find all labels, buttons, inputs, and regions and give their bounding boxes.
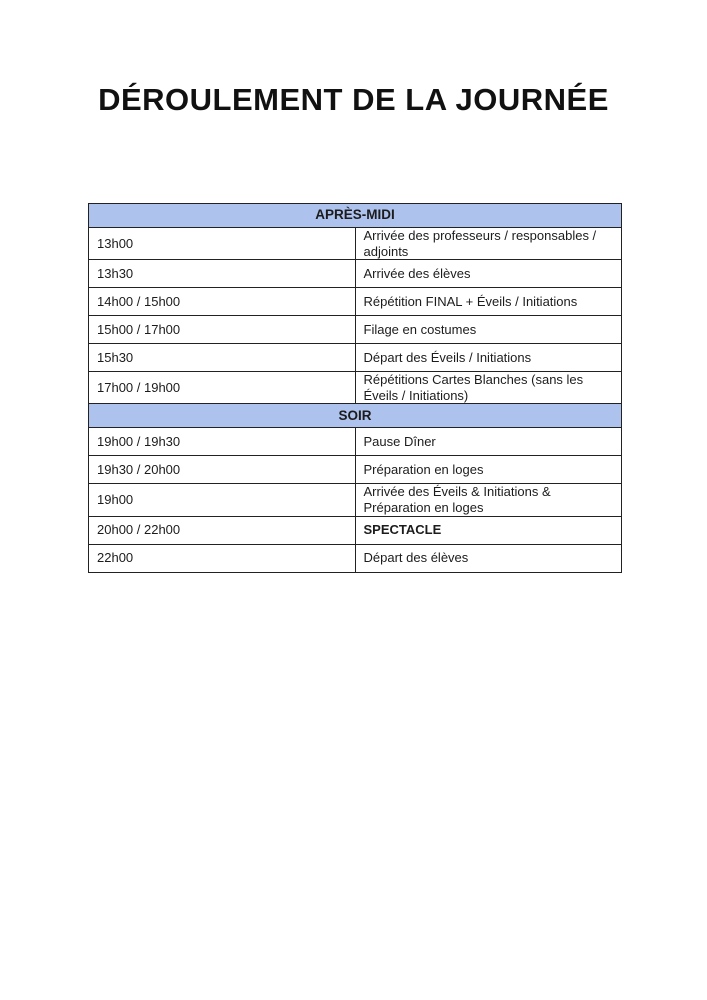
activity-cell: SPECTACLE (355, 516, 622, 544)
table-row (89, 344, 622, 372)
table-row (89, 484, 622, 516)
schedule-table (88, 203, 622, 573)
time-cell: 13h00 (89, 228, 356, 260)
table-row (89, 544, 622, 572)
activity-cell: Arrivée des professeurs / responsables / adjoints (355, 228, 622, 260)
time-cell: 17h00 / 19h00 (89, 372, 356, 404)
table-row (89, 516, 622, 544)
activity-cell: Départ des élèves (355, 544, 622, 572)
table-row (89, 372, 622, 404)
activity-cell: Pause Dîner (355, 428, 622, 456)
table-row (89, 316, 622, 344)
time-cell: 20h00 / 22h00 (89, 516, 356, 544)
time-cell: 15h30 (89, 344, 356, 372)
activity-cell: Arrivée des Éveils & Initiations & Préparation en loges (355, 484, 622, 516)
time-cell: 14h00 / 15h00 (89, 288, 356, 316)
section-header-row (89, 204, 622, 228)
table-row (89, 428, 622, 456)
table-row (89, 260, 622, 288)
section-header-row (89, 404, 622, 428)
activity-cell: Répétitions Cartes Blanches (sans les Éveils / Initiations) (355, 372, 622, 404)
table-row (89, 228, 622, 260)
section-header: SOIR (89, 404, 622, 428)
table-row (89, 456, 622, 484)
activity-cell: Départ des Éveils / Initiations (355, 344, 622, 372)
page-title: DÉROULEMENT DE LA JOURNÉE (98, 82, 609, 117)
activity-cell: Arrivée des élèves (355, 260, 622, 288)
table-row (89, 288, 622, 316)
activity-cell: Filage en costumes (355, 316, 622, 344)
time-cell: 13h30 (89, 260, 356, 288)
time-cell: 19h00 / 19h30 (89, 428, 356, 456)
schedule-table-body (89, 204, 622, 573)
time-cell: 19h30 / 20h00 (89, 456, 356, 484)
time-cell: 19h00 (89, 484, 356, 516)
activity-cell: Préparation en loges (355, 456, 622, 484)
time-cell: 22h00 (89, 544, 356, 572)
activity-cell: Répétition FINAL + Éveils / Initiations (355, 288, 622, 316)
time-cell: 15h00 / 17h00 (89, 316, 356, 344)
section-header: APRÈS-MIDI (89, 204, 622, 228)
